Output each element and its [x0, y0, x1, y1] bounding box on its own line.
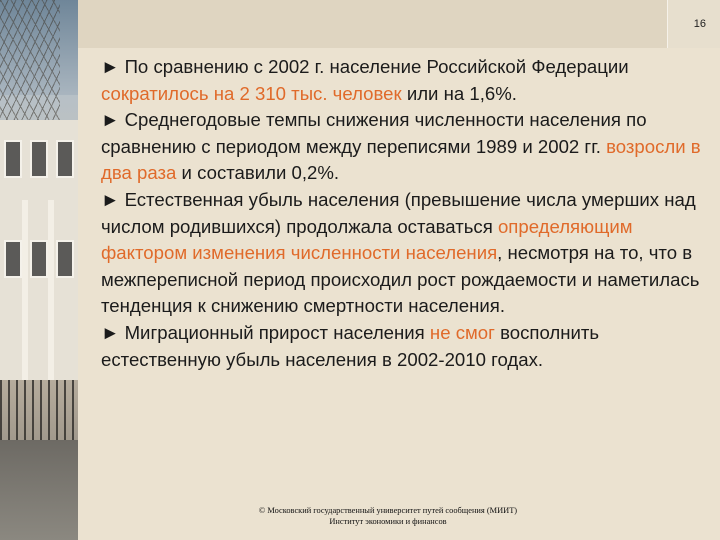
bullet-arrow-icon: ► — [101, 321, 120, 343]
paragraph-text: , несмотря на то, что в межпереписной период происходил рост рождаемости и наметилась тенденция к снижению смертности населения. — [101, 242, 700, 317]
paragraph-text: Миграционный прирост населения — [119, 321, 430, 343]
column — [48, 200, 54, 380]
bullet-arrow-icon: ► — [101, 188, 120, 210]
bullet-arrow-icon: ► — [101, 56, 120, 77]
slide-body — [101, 54, 701, 373]
paragraph — [101, 107, 701, 187]
top-bar — [78, 0, 720, 48]
highlighted-text: определяющим фактором изменения численности населения — [101, 215, 633, 264]
paragraph-text: восполнить естественную убыль населения в 2002-2010 годах. — [101, 321, 600, 370]
column — [22, 200, 28, 380]
window — [56, 240, 74, 278]
paragraph — [101, 320, 701, 373]
footer-institute: Институт экономики и финансов — [329, 517, 447, 526]
paragraph-text: Среднегодовые темпы снижения численности населения по сравнению с периодом между переписями 1989 и 2002 гг. — [101, 109, 647, 157]
paragraph-text: По сравнению с 2002 г. население Российской Федерации — [119, 56, 629, 77]
page-number-box — [667, 0, 720, 48]
window — [4, 240, 22, 278]
paragraph — [101, 54, 701, 107]
paragraph — [101, 187, 701, 320]
building-photo — [0, 0, 78, 540]
page-number: 16 — [693, 18, 706, 30]
slide-panel — [78, 0, 720, 540]
footer — [258, 505, 518, 527]
bullet-arrow-icon: ► — [101, 109, 120, 131]
highlighted-text: сократилось на 2 310 тыс. человек — [101, 82, 402, 104]
window — [56, 140, 74, 178]
footer-copyright: © Московский государственный университет путей сообщения (МИИТ) — [258, 506, 518, 515]
paragraph-text: и составили 0,2%. — [176, 162, 340, 184]
ground — [0, 440, 78, 540]
highlighted-text: не смог — [429, 321, 495, 343]
paragraph-text: Естественная убыль населения (превышение числа умерших над числом родившихся) продолжала оставаться — [101, 188, 696, 237]
window — [30, 240, 48, 278]
fence — [0, 380, 78, 440]
highlighted-text: возросли в два раза — [101, 135, 701, 184]
window — [30, 140, 48, 178]
paragraph-text: или на 1,6%. — [401, 82, 517, 104]
window — [4, 140, 22, 178]
